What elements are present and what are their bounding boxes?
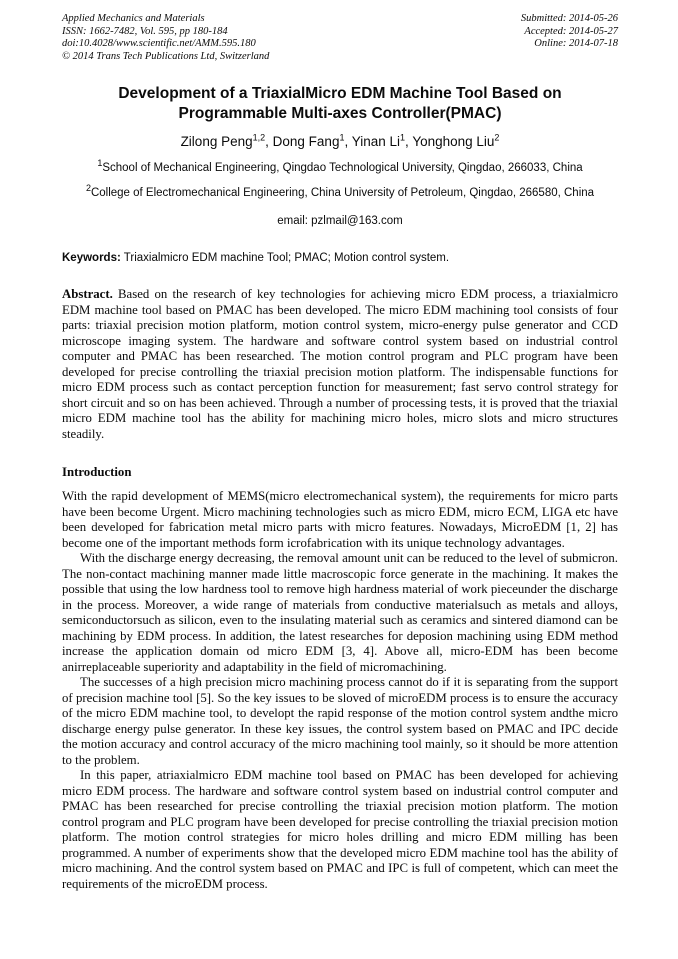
author-name: Yinan Li (351, 134, 401, 150)
keywords-label: Keywords: (62, 252, 121, 265)
abstract-label: Abstract. (62, 287, 113, 302)
author-separator: , (405, 134, 413, 150)
paper-title: Development of a TriaxialMicro EDM Machine Tool Based on Programmable Multi-axes Controller(PMAC) (118, 85, 562, 122)
author-affiliation-marker: 1,2 (252, 132, 266, 143)
online-date: Online: 2014-07-18 (534, 38, 618, 50)
abstract-text: Based on the research of key technologies for achieving micro EDM process, a triaxialmicro EDM machine tool based on PMAC has been developed. The micro EDM machining tool consists of four parts: triaxial precision motion platform, motion control system, micro-energy pulse generator and CCD microscope imaging system. The hardware and software control system based on industrial control computer and PMAC has been researched. The motion control program and PLC program have been developed for precise controlling the triaxial precision motion platform. The indispensable functions for micro EDM process such as contact perception function for measurement; fast servo control strategy for short circuit and so on has been achieved. Through a number of processing tests, it is proved that the triaxial micro EDM machine tool has the ability for machining micro holes, micro slots and micro structures steadily. (62, 287, 618, 441)
journal-header (62, 13, 618, 63)
author-line (62, 134, 618, 149)
author-name: Yonghong Liu (412, 134, 495, 150)
affiliation-2 (62, 183, 618, 200)
journal-info (62, 13, 269, 63)
author-name: Dong Fang (272, 134, 340, 150)
contact-email: email: pzlmail@163.com (277, 215, 403, 228)
keywords-line (62, 252, 618, 264)
affiliation-marker: 2 (85, 183, 91, 194)
section-heading-introduction: Introduction (62, 465, 132, 480)
author-separator: , (344, 134, 352, 150)
abstract (62, 287, 618, 442)
author-affiliation-marker: 1 (400, 132, 406, 143)
journal-copyright: © 2014 Trans Tech Publications Ltd, Switzerland (62, 50, 270, 62)
submission-dates (521, 13, 618, 63)
author-name: Zilong Peng (180, 134, 253, 150)
journal-name: Applied Mechanics and Materials (62, 13, 205, 24)
keywords-text: Triaxialmicro EDM machine Tool; PMAC; Motion control system. (120, 252, 450, 265)
affiliation-1 (62, 158, 618, 175)
author-separator: , (265, 134, 273, 150)
journal-issn-volume: ISSN: 1662-7482, Vol. 595, pp 180-184 (62, 25, 228, 37)
submitted-date: Submitted: 2014-05-26 (520, 13, 618, 24)
affiliation-text: College of Electromechanical Engineering, China University of Petroleum, Qingdao, 266580, China (90, 187, 595, 200)
author-affiliation-marker: 1 (339, 132, 345, 143)
accepted-date: Accepted: 2014-05-27 (524, 25, 618, 37)
affiliation-text: School of Mechanical Engineering, Qingdao Technological University, Qingdao, 266033, China (102, 162, 583, 175)
intro-paragraph-2: With the discharge energy decreasing, the removal amount unit can be reduced to the level of submicron. The non-contact machining manner made little macroscopic force generate in the machining. It makes the possible that using the low hardness tool to remove high hardness material of work pieceunder the discharge in the process. Moreover, a wide range of materials from conductive materialsuch as metals and alloys, semiconductorsuch as silicon, even to the insulating material such as ceramics and sintered diamond can be machining by EDM process. In addition, the latest researches for deposion machining using EDM method increase the application domain od micro EDM [3, 4]. Above all, micro-EDM has been become anirreplaceable superiority and adaptability in the field of micromachining. (62, 551, 618, 674)
affiliation-marker: 1 (97, 158, 103, 169)
intro-paragraph-4: In this paper, atriaxialmicro EDM machine tool based on PMAC has been developed for achieving micro EDM process. The hardware and software control system based on industrial control computer and PMAC has been researched for precise controlling the triaxial precision motion platform. The motion control program and PLC program have been developed for precise controlling the triaxial precision motion platform. The motion control strategies for micro holes drilling and micro EDM milling has been programmed. A number of experiments show that the developed micro EDM machine tool has the ability of micro machining. And the control system based on PMAC and IPC is full of competent, which can meet the requirements of the microEDM process. (62, 768, 618, 891)
journal-doi: doi:10.4028/www.scientific.net/AMM.595.180 (62, 38, 256, 50)
intro-paragraph-3: The successes of a high precision micro machining process cannot do if it is separating from the support of precision machine tool [5]. So the key issues to be sloved of microEDM process is to ensure the accuracy of the micro EDM machine tool, to developt the rapid response of the motion control system andthe micro discharge energy pulse generator. In these key issues, the control system based on PMAC and IPC decide the motion accuracy and control accuracy of the micro machining tool mainly, so it should be more attention to the problem. (62, 675, 618, 767)
author-affiliation-marker: 2 (494, 132, 500, 143)
intro-paragraph-1: With the rapid development of MEMS(micro electromechanical system), the requirements for micro parts have been become Urgent. Micro machining technologies such as micro EDM, micro ECM, LIGA etc have been developed for fabrication metal micro parts with micro features. Nowadays, MicroEDM [1, 2] has become one of the important methods form icrofabrication with its unique technology advantages. (62, 489, 618, 550)
